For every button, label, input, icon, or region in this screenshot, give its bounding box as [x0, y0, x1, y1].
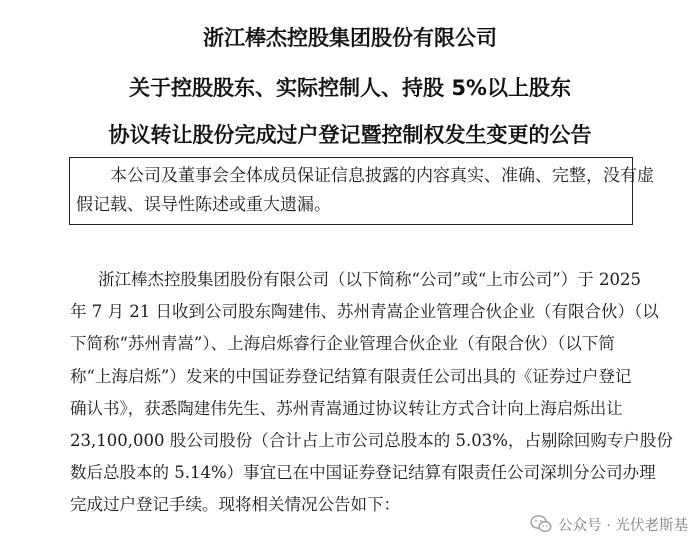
watermark-text: 公众号 · 光伏老斯基 — [558, 517, 688, 534]
announcement-body — [70, 264, 673, 522]
body-line: 确认书》，获悉陶建伟先生、苏州青嵩通过协议转让方式合计向上海启烁出让 — [70, 398, 623, 418]
announcement-subtitle: 关于控股股东、实际控制人、持股 5%以上股东 — [129, 76, 571, 100]
body-line: 下简称“苏州青嵩”）、上海启烁睿行企业管理合伙企业（有限合伙）（以下简 — [70, 334, 615, 354]
body-line: 年 7 月 21 日收到公司股东陶建伟、苏州青嵩企业管理合伙企业（有限合伙）（以 — [70, 302, 659, 322]
company-name-heading: 浙江棒杰控股集团股份有限公司 — [203, 26, 497, 50]
disclaimer-box — [69, 157, 654, 225]
wechat-icon — [530, 514, 552, 534]
body-line: 完成过户登记手续。现将相关情况公告如下： — [70, 495, 400, 515]
body-line: 23,100,000 股公司股份（合计占上市公司总股本的 5.03%，占剔除回购专户股份 — [70, 431, 673, 451]
disclaimer-line: 本公司及董事会全体成员保证信息披露的内容真实、准确、完整，没有虚 — [110, 166, 654, 186]
disclaimer-line: 假记载、误导性陈述或重大遗漏。 — [76, 195, 331, 215]
source-watermark — [530, 511, 688, 537]
announcement-title: 协议转让股份完成过户登记暨控制权发生变更的公告 — [108, 123, 592, 147]
body-line: 浙江棒杰控股集团股份有限公司（以下简称“公司”或“上市公司”）于 2025 — [98, 270, 641, 289]
body-line: 数后总股本的 5.14%）事宜已在中国证券登记结算有限责任公司深圳分公司办理 — [70, 463, 656, 483]
body-line: 称“上海启烁”）发来的中国证券登记结算有限责任公司出具的《证券过户登记 — [70, 366, 632, 386]
